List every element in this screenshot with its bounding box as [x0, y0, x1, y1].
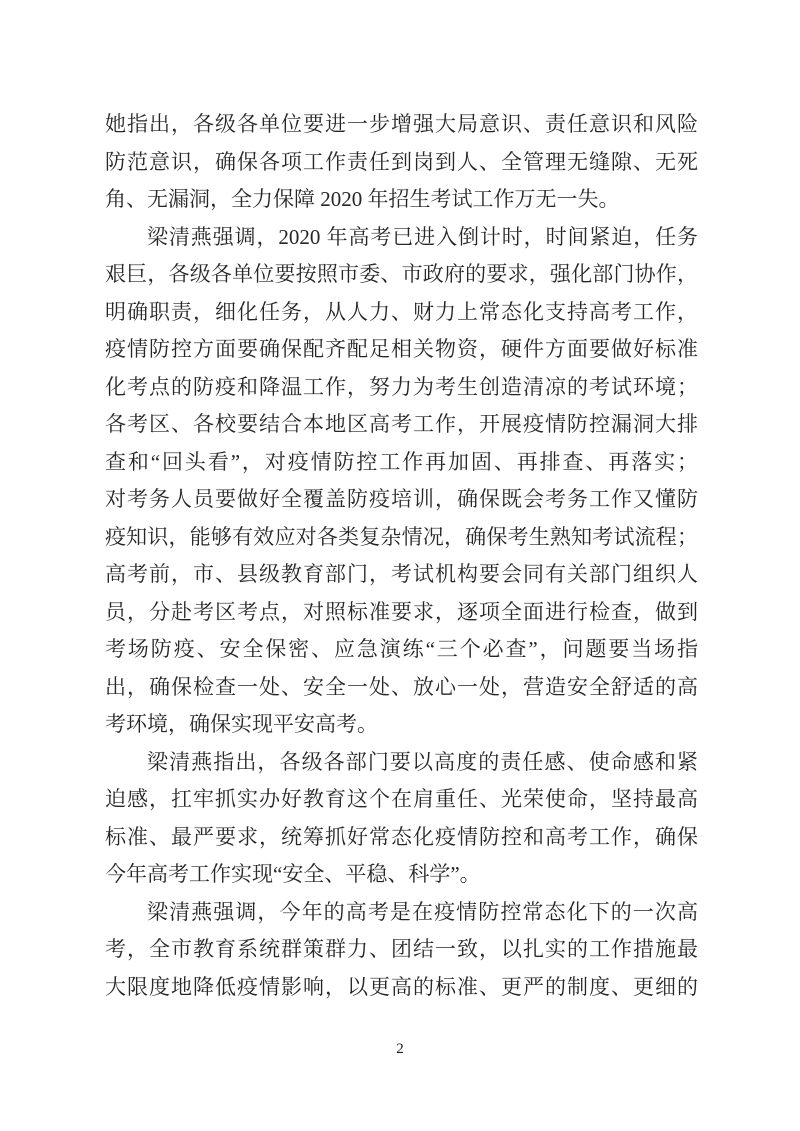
paragraph — [105, 894, 698, 1007]
text-line: 梁清燕指出，各级各部门要以高度的责任感、使命感和紧 — [147, 749, 698, 774]
document-body — [105, 106, 698, 1006]
text-line: 明确职责，细化任务，从人力、财力上常态化支持高考工作， — [105, 299, 698, 324]
text-line: 出，确保检查一处、安全一处、放心一处，营造安全舒适的高 — [105, 674, 698, 699]
text-line: 各考区、各校要结合本地区高考工作，开展疫情防控漏洞大排 — [105, 412, 698, 436]
text-line: 高考前，市、县级教育部门，考试机构要会同有关部门组织人 — [105, 562, 698, 586]
text-line: 今年高考工作实现“安全、平稳、科学”。 — [105, 862, 481, 886]
text-line: 梁清燕强调，今年的高考是在疫情防控常态化下的一次高 — [147, 899, 698, 924]
text-line: 她指出，各级各单位要进一步增强大局意识、责任意识和风险 — [105, 112, 698, 136]
text-line: 角、无漏洞，全力保障 2020 年招生考试工作万无一失。 — [105, 187, 620, 211]
text-line: 化考点的防疫和降温工作，努力为考生创造清凉的考试环境； — [105, 374, 698, 399]
text-line: 员，分赴考区考点，对照标准要求，逐项全面进行检查，做到 — [105, 599, 698, 624]
text-line: 疫知识，能够有效应对各类复杂情况，确保考生熟知考试流程； — [105, 524, 698, 549]
text-line: 标准、最严要求，统筹抓好常态化疫情防控和高考工作，确保 — [105, 824, 698, 849]
text-line: 迫感，扛牢抓实办好教育这个在肩重任、光荣使命，坚持最高 — [105, 787, 698, 811]
text-line: 梁清燕强调，2020 年高考已进入倒计时，时间紧迫，任务 — [147, 224, 698, 249]
text-line: 查和“回头看”，对疫情防控工作再加固、再排查、再落实； — [105, 449, 698, 474]
text-line: 艰巨，各级各单位要按照市委、市政府的要求，强化部门协作， — [105, 262, 698, 286]
paragraph — [105, 744, 698, 894]
text-line: 大限度地降低疫情影响，以更高的标准、更严的制度、更细的 — [105, 974, 698, 999]
text-line: 考场防疫、安全保密、应急演练“三个必查”，问题要当场指 — [105, 637, 698, 661]
text-line: 考环境，确保实现平安高考。 — [105, 712, 378, 736]
text-line: 防范意识，确保各项工作责任到岗到人、全管理无缝隙、无死 — [105, 149, 698, 174]
page-number: 2 — [396, 1041, 404, 1057]
text-line: 考，全市教育系统群策群力、团结一致，以扎实的工作措施最 — [105, 937, 698, 961]
paragraph — [105, 106, 698, 219]
text-line: 对考务人员要做好全覆盖防疫培训，确保既会考务工作又懂防 — [105, 487, 698, 511]
text-line: 疫情防控方面要确保配齐配足相关物资，硬件方面要做好标准 — [105, 337, 698, 361]
paragraph — [105, 219, 698, 744]
